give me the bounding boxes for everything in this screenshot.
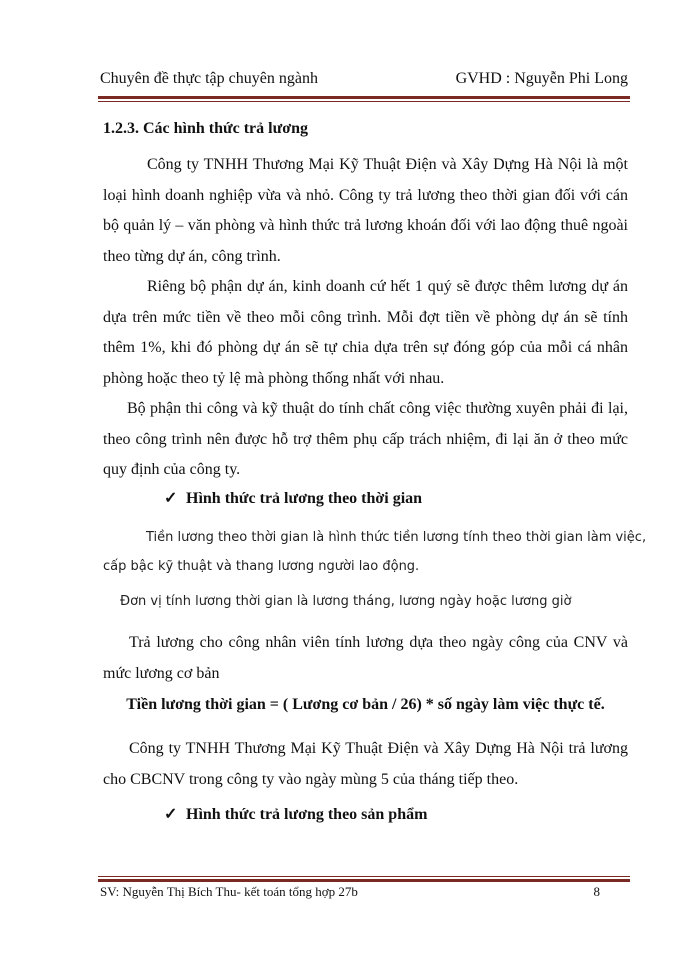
page-number: 8	[593, 884, 600, 899]
header-left-title: Chuyên đề thực tập chuyên ngành	[100, 70, 318, 87]
subheading-time-based	[164, 488, 422, 508]
time-wage-definition-line-2: cấp bậc kỹ thuật và thang lương người lao động.	[103, 559, 420, 574]
subheading-product-based	[164, 804, 427, 824]
header-advisor: GVHD : Nguyễn Phi Long	[455, 70, 628, 87]
footer-rule	[98, 876, 630, 882]
page-footer	[100, 884, 628, 900]
paragraph-4-text: Trả lương cho công nhân viên tính lương dựa theo ngày công của CNV và mức lương cơ bản	[103, 634, 628, 682]
paragraph-1	[103, 150, 628, 272]
subheading-time-based-text: Hình thức trả lương theo thời gian	[186, 490, 423, 507]
header-rule	[98, 96, 630, 102]
paragraph-1-text: Công ty TNHH Thương Mại Kỹ Thuật Điện và Xây Dựng Hà Nội là một loại hình doanh nghiệp vừa và nhỏ. Công ty trả lương theo thời gian đối với cán bộ quản lý – văn phòng và hình thức trả lương khoán đối với lao động thuê ngoài theo từng dự án, công trình.	[103, 156, 628, 265]
paragraph-5	[103, 734, 628, 795]
paragraph-2	[103, 272, 628, 394]
subheading-product-based-text: Hình thức trả lương theo sản phẩm	[186, 806, 428, 823]
checkmark-icon: ✓	[164, 806, 178, 823]
page-header	[100, 70, 628, 94]
paragraph-5-text: Công ty TNHH Thương Mại Kỹ Thuật Điện và Xây Dựng Hà Nội trả lương cho CBCNV trong công ty vào ngày mùng 5 của tháng tiếp theo.	[103, 740, 628, 788]
section-heading: 1.2.3. Các hình thức trả lương	[103, 120, 308, 137]
checkmark-icon: ✓	[164, 490, 178, 507]
paragraph-2-text: Riêng bộ phận dự án, kinh doanh cứ hết 1 quý sẽ được thêm lương dự án dựa trên mức tiền về theo mỗi công trình. Mỗi đợt tiền về phòng dự án sẽ tính thêm 1%, khi đó phòng dự án sẽ tự chia dựa trên sự đóng góp của mỗi cá nhân phòng hoặc theo tỷ lệ mà phòng thống nhất với nhau.	[103, 278, 628, 387]
time-wage-formula: Tiền lương thời gian = ( Lương cơ bản / 26) * số ngày làm việc thực tế.	[126, 696, 605, 713]
paragraph-3	[103, 394, 628, 486]
paragraph-3-text: Bộ phận thi công và kỹ thuật do tính chất công việc thường xuyên phải đi lại, theo công trình nên được hỗ trợ thêm phụ cấp trách nhiệm, đi lại ăn ở theo mức quy định của công ty.	[103, 400, 628, 478]
paragraph-4	[103, 628, 628, 689]
time-wage-definition-line-1: Tiền lương theo thời gian là hình thức tiền lương tính theo thời gian làm việc,	[146, 530, 647, 545]
footer-student: SV: Nguyễn Thị Bích Thu- kết toán tổng hợp 27b	[100, 884, 358, 899]
time-wage-units: Đơn vị tính lương thời gian là lương tháng, lương ngày hoặc lương giờ	[120, 594, 572, 609]
